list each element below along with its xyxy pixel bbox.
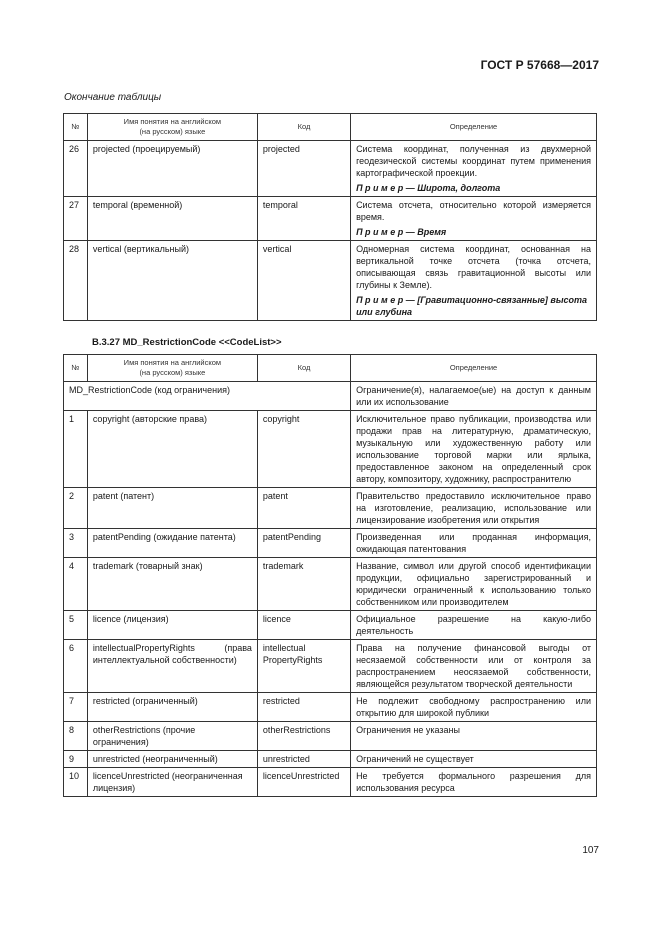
row-number: 1: [64, 411, 88, 488]
row-code: temporal: [257, 197, 350, 241]
header-code: Код: [257, 114, 350, 141]
row-name: licenceUnrestricted (неограниченная лицензия): [87, 768, 257, 797]
header-name: Имя понятия на английском (на русском) языке: [87, 355, 257, 382]
row-name: unrestricted (неограниченный): [87, 751, 257, 768]
row-code: licenceUnrestricted: [257, 768, 350, 797]
table-header-row: [64, 114, 597, 141]
row-definition-cell: [351, 241, 597, 321]
header-definition: Определение: [351, 355, 597, 382]
row-definition: Одномерная система координат, основанная на вертикальной точке отсчета (точка отсчета, описывающая связь гравитационной высоты или глубины к Земле).: [356, 244, 591, 290]
row-definition: Ограничений не существует: [351, 751, 597, 768]
table-row: [64, 558, 597, 611]
row-name: licence (лицензия): [87, 611, 257, 640]
intro-name: MD_RestrictionCode (код ограничения): [64, 382, 351, 411]
header-name: Имя понятия на английском (на русском) языке: [87, 114, 257, 141]
row-definition: Название, символ или другой способ идентификации продукции, официально зарегистрированный и юридически ограниченный к использованию только собственником или производителем: [351, 558, 597, 611]
row-definition: Произведенная или проданная информация, ожидающая патентования: [351, 529, 597, 558]
row-code: restricted: [257, 693, 350, 722]
row-name: projected (проецируемый): [87, 141, 257, 197]
row-definition-cell: [351, 141, 597, 197]
row-definition: Исключительное право публикации, производства или продажи прав на литературную, драматическую, музыкальную или художественную работу или использование торговой марки или ярлыка, предоставленное законом на определенный срок автору, композитору, художнику, распространителю: [351, 411, 597, 488]
row-name: temporal (временной): [87, 197, 257, 241]
row-number: 10: [64, 768, 88, 797]
table-row: [64, 640, 597, 693]
row-number: 28: [64, 241, 88, 321]
intro-definition: Ограничение(я), налагаемое(ые) на доступ к данным или их использование: [351, 382, 597, 411]
row-code: intellectual PropertyRights: [257, 640, 350, 693]
row-definition: Официальное разрешение на какую-либо деятельность: [351, 611, 597, 640]
table-row: [64, 751, 597, 768]
header-number: №: [64, 355, 88, 382]
row-definition: Ограничения не указаны: [351, 722, 597, 751]
row-definition: Правительство предоставило исключительное право на изготовление, реализацию, использование или лицензирование изобретения или открытия: [351, 488, 597, 529]
table-row: [64, 722, 597, 751]
restriction-code-table: [63, 354, 597, 797]
header-code: Код: [257, 355, 350, 382]
row-code: unrestricted: [257, 751, 350, 768]
table-header-row: [64, 355, 597, 382]
row-definition-cell: [351, 197, 597, 241]
row-definition: Не подлежит свободному распространению или открытию для широкой публики: [351, 693, 597, 722]
row-name: trademark (товарный знак): [87, 558, 257, 611]
row-number: 4: [64, 558, 88, 611]
row-example: П р и м е р — Время: [356, 227, 447, 237]
table-row: [64, 141, 597, 197]
row-number: 6: [64, 640, 88, 693]
row-definition: Права на получение финансовой выгоды от несязаемой собственности или от контроля за распространением неосязаемой собственности, являющейся результатом творческой деятельности: [351, 640, 597, 693]
row-number: 9: [64, 751, 88, 768]
page-number: 107: [582, 845, 599, 856]
terms-table-continued: [63, 113, 597, 321]
row-code: trademark: [257, 558, 350, 611]
header-definition: Определение: [351, 114, 597, 141]
table-row: [64, 411, 597, 488]
row-number: 8: [64, 722, 88, 751]
header-number: №: [64, 114, 88, 141]
table-row: [64, 768, 597, 797]
row-code: otherRestrictions: [257, 722, 350, 751]
table-intro-row: [64, 382, 597, 411]
row-name: copyright (авторские права): [87, 411, 257, 488]
row-definition: Не требуется формального разрешения для использования ресурса: [351, 768, 597, 797]
row-number: 5: [64, 611, 88, 640]
row-number: 26: [64, 141, 88, 197]
table-continuation-caption: Окончание таблицы: [64, 92, 162, 103]
row-example: П р и м е р — [Гравитационно-связанные] высота или глубина: [356, 295, 588, 317]
row-number: 27: [64, 197, 88, 241]
row-number: 7: [64, 693, 88, 722]
row-code: patent: [257, 488, 350, 529]
row-name: patent (патент): [87, 488, 257, 529]
row-code: licence: [257, 611, 350, 640]
table-row: [64, 488, 597, 529]
row-number: 2: [64, 488, 88, 529]
row-name: intellectualPropertyRights (права интеллектуальной собственности): [87, 640, 257, 693]
row-name: otherRestrictions (прочие ограничения): [87, 722, 257, 751]
standard-number: ГОСТ Р 57668—2017: [480, 58, 599, 72]
table-row: [64, 693, 597, 722]
row-name: restricted (ограниченный): [87, 693, 257, 722]
row-code: vertical: [257, 241, 350, 321]
row-name: vertical (вертикальный): [87, 241, 257, 321]
row-definition: Система координат, полученная из двухмерной геодезической системы координат путем применения картографической проекции.: [356, 144, 591, 178]
table-row: [64, 611, 597, 640]
row-code: patentPending: [257, 529, 350, 558]
row-definition: Система отсчета, относительно которой измеряется время.: [356, 200, 591, 222]
row-name: patentPending (ожидание патента): [87, 529, 257, 558]
section-title: B.3.27 MD_RestrictionCode <<CodeList>>: [92, 337, 282, 348]
table-row: [64, 529, 597, 558]
row-code: copyright: [257, 411, 350, 488]
row-example: П р и м е р — Широта, долгота: [356, 183, 501, 193]
row-number: 3: [64, 529, 88, 558]
row-code: projected: [257, 141, 350, 197]
table-row: [64, 241, 597, 321]
table-row: [64, 197, 597, 241]
